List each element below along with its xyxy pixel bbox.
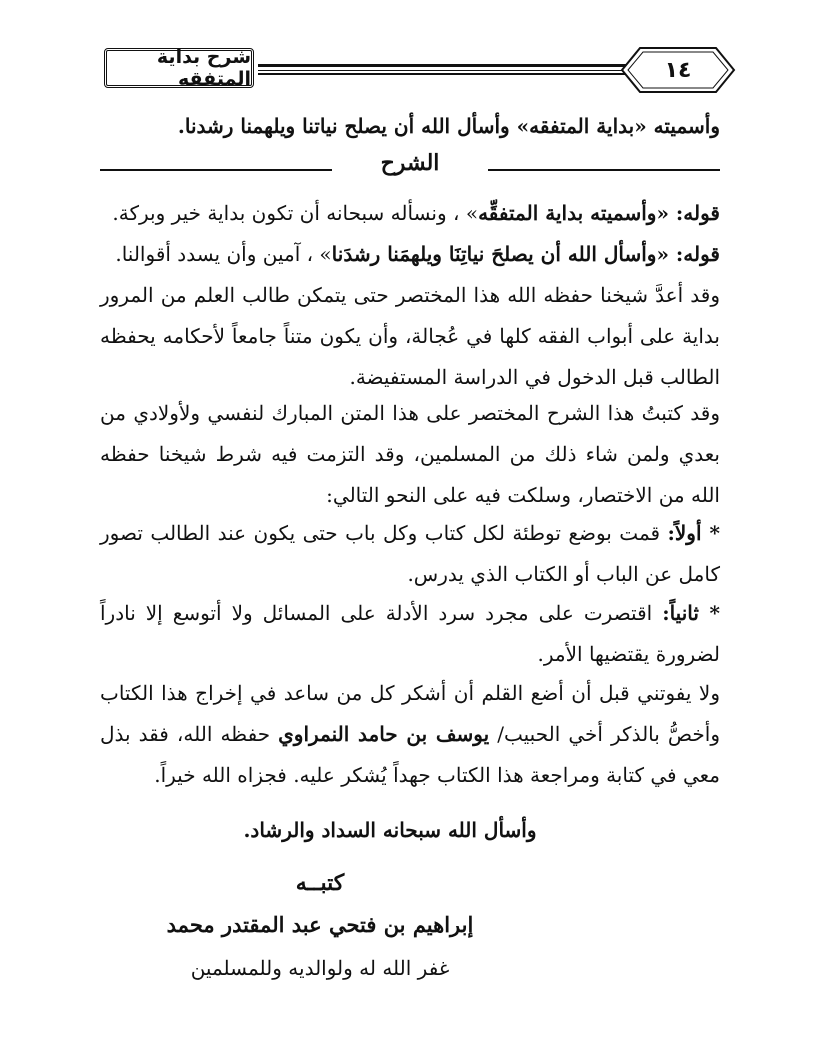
page-number-frame xyxy=(618,42,738,98)
acknowledged-name: يوسف بن حامد النمراوي xyxy=(278,722,490,746)
commentary-block-1 xyxy=(100,193,720,398)
point-1 xyxy=(100,513,720,595)
page-header xyxy=(98,42,738,98)
point-1-label: * أولاً: xyxy=(667,521,720,545)
written-by-label: كتبــه xyxy=(295,870,345,896)
section-heading-label: الشرح xyxy=(380,150,440,176)
acknowledgement-paragraph: ولا يفوتني قبل أن أضع القلم أن أشكر كل من ساعد في إخراج هذا الكتاب وأخصُّ بالذكر أخي الحبيب/ يوسف بن حامد النمراوي حفظه الله، فقد بذل معي في كتابة ومراجعة هذا الكتاب جهداً يُشكر عليه. فجزاه الله خيراً. xyxy=(100,681,720,787)
heading-rule-left xyxy=(100,169,332,171)
section-heading xyxy=(100,150,720,186)
quote-line-1: قوله: «وأسميته بداية المتفقِّه» ، ونسأله سبحانه أن تكون بداية خير وبركة. xyxy=(112,201,720,225)
paragraph-1: وقد أعدَّ شيخنا حفظه الله هذا المختصر حتى يتمكن طالب العلم من المرور بداية على أبواب الفقه كلها في عُجالة، وأن يكون متناً جامعاً لأحكامه يحفظه الطالب قبل الدخول في الدراسة المستفيضة. xyxy=(100,283,720,389)
heading-rule-right xyxy=(488,169,720,171)
author-name: إبراهيم بن فتحي عبد المقتدر محمد xyxy=(166,912,474,937)
page-number: ١٤ xyxy=(664,57,692,83)
point-2-text: اقتصرت على مجرد سرد الأدلة على المسائل ولا أتوسع إلا نادراً لضرورة يقتضيها الأمر. xyxy=(100,601,720,666)
quoted-phrase-2: وأسأل الله أن يصلحَ نياتِنَا ويلهمَنا رشدَنا xyxy=(331,242,657,266)
point-2-label: * ثانياً: xyxy=(662,601,720,625)
book-title: شرح بداية المتفقه xyxy=(156,46,251,90)
intro-text: وأسميته «بداية المتفقه» وأسأل الله أن يصلح نياتنا ويلهمنا رشدنا. xyxy=(177,114,720,138)
book-title-box xyxy=(104,48,254,88)
closing-line: وأسأل الله سبحانه السداد والرشاد. xyxy=(243,818,537,842)
author-prayer: غفر الله له ولوالديه وللمسلمين xyxy=(190,956,450,980)
quoted-phrase-1: وأسميته بداية المتفقِّه xyxy=(478,201,657,225)
paragraph-2: وقد كتبتُ هذا الشرح المختصر على هذا المتن المبارك لنفسي ولأولادي من بعدي ولمن شاء ذلك من المسلمين، وقد التزمت فيه شرط شيخنا حفظه الله من الاختصار، وسلكت فيه على النحو التالي: xyxy=(100,401,720,507)
quote-line-2: قوله: «وأسأل الله أن يصلحَ نياتِنَا ويلهمَنا رشدَنا» ، آمين وأن يسدد أقوالنا. xyxy=(115,242,720,266)
point-1-text: قمت بوضع توطئة لكل كتاب وكل باب حتى يكون عند الطالب تصور كامل عن الباب أو الكتاب الذي يدرس. xyxy=(100,521,720,586)
point-2 xyxy=(100,593,720,675)
header-rule xyxy=(258,64,628,74)
